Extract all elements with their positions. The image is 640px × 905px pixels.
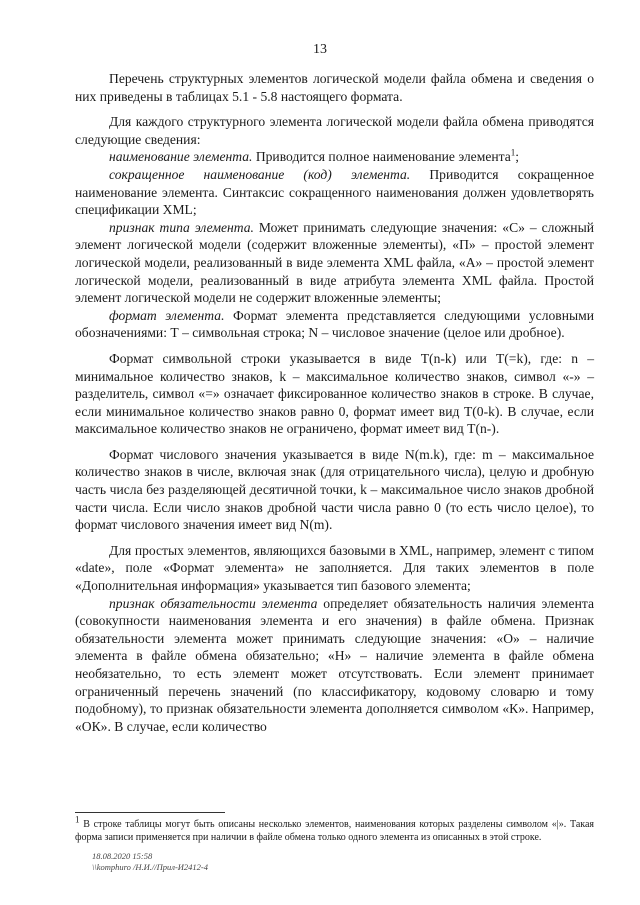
paragraph-element-format (75, 307, 594, 342)
footnote-divider (75, 812, 225, 813)
term-element-format: формат элемента. (109, 307, 225, 323)
stamp-path: \\komphuro /Н.И.//Прил-И2412-4 (92, 861, 209, 872)
term-element-name: наименование элемента. (109, 149, 253, 165)
paragraph-mandatory-flag (75, 595, 594, 736)
term-element-type: признак типа элемента. (109, 219, 254, 235)
footnote (75, 814, 594, 844)
footnote-mark: 1 (75, 814, 80, 825)
paragraph-short-name (75, 166, 594, 219)
text-element-name: Приводится полное наименование элемента (252, 149, 511, 165)
paragraph-element-name (75, 148, 594, 166)
footnote-text: В строке таблицы могут быть описаны несколько элементов, наименования которых разделены символом «|». Такая форма записи применяется при наличии в файле обмена только одного элемента из описанных в этой строке. (75, 819, 594, 843)
paragraph-string-format: Формат символьной строки указывается в виде Т(n-k) или T(=k), где: n – минимальное количество знаков, k – максимальное количество знаков, символ «-» – разделитель, символ «=» означает фиксированное количество знаков в строке. В случае, если минимальное количество знаков равно 0, формат имеет вид Т(0-k). В случае, если максимальное количество знаков не ограничено, формат имеет вид Т(n-). (75, 350, 594, 437)
text-element-name-end: ; (515, 149, 520, 165)
text-short-name: Приводится сокращенное наименование элемента. Синтаксис сокращенного наименования должен удовлетворять спецификации XML; (75, 166, 595, 218)
paragraph-details-lead: Для каждого структурного элемента логической модели файла обмена приводятся следующие сведения: (75, 114, 594, 147)
term-short-name: сокращенное наименование (код) элемента. (109, 166, 411, 182)
footnote-reference: 1 (510, 147, 516, 158)
text-element-type: Может принимать следующие значения: «С» – сложный элемент логической модели (содержит вложенные элементы), «П» – простой элемент логической модели, реализованный в виде элемента XML файла, «А» – простой элемент логической модели, реализованный в виде атрибута элемента XML файла. Простой элемент логической модели не содержит вложенные элементы; (75, 219, 594, 306)
stamp-datetime: 18.08.2020 15:58 (92, 851, 153, 861)
page-number: 13 (313, 42, 327, 57)
paragraph-intro: Перечень структурных элементов логической модели файла обмена и сведения о них приведены в таблицах 5.1 - 5.8 настоящего формата. (75, 71, 594, 104)
paragraph-numeric-format: Формат числового значения указывается в виде N(m.k), где: m – максимальное количество знаков в числе, включая знак (для отрицательного числа), целую и дробную часть числа без разделяющей десятичной точки, k – максимальное число знаков дробной части числа. Если число знаков дробной части числа равно 0 (то есть число целое), то формат числового значения имеет вид N(m). (75, 446, 594, 533)
print-stamp (92, 851, 208, 872)
document-body (75, 70, 594, 735)
text-element-format: Формат элемента представляется следующими условными обозначениями: Т – символьная строка; N – числовое значение (целое или дробное). (75, 307, 594, 341)
paragraph-element-type (75, 219, 594, 307)
text-mandatory-flag: определяет обязательность наличия элемента (совокупности наименования элемента и его значения) в файле обмена. Признак обязательности элемента может принимать следующие значения: «О» – наличие элемента в файле обмена обязательно; «Н» – наличие элемента в файле обмена необязательно, то есть элемент может отсутствовать. Если элемент принимает ограниченный перечень значений (по классификатору, кодовому словарю и тому подобному), то признак обязательности элемента дополняется символом «К». Например, «ОК». В случае, если количество (75, 595, 594, 734)
paragraph-base-elements: Для простых элементов, являющихся базовыми в XML, например, элемент с типом «date», поле «Формат элемента» не заполняется. Для таких элементов в поле «Дополнительная информация» указывается тип базового элемента; (75, 542, 594, 594)
term-mandatory-flag: признак обязательности элемента (109, 595, 318, 611)
